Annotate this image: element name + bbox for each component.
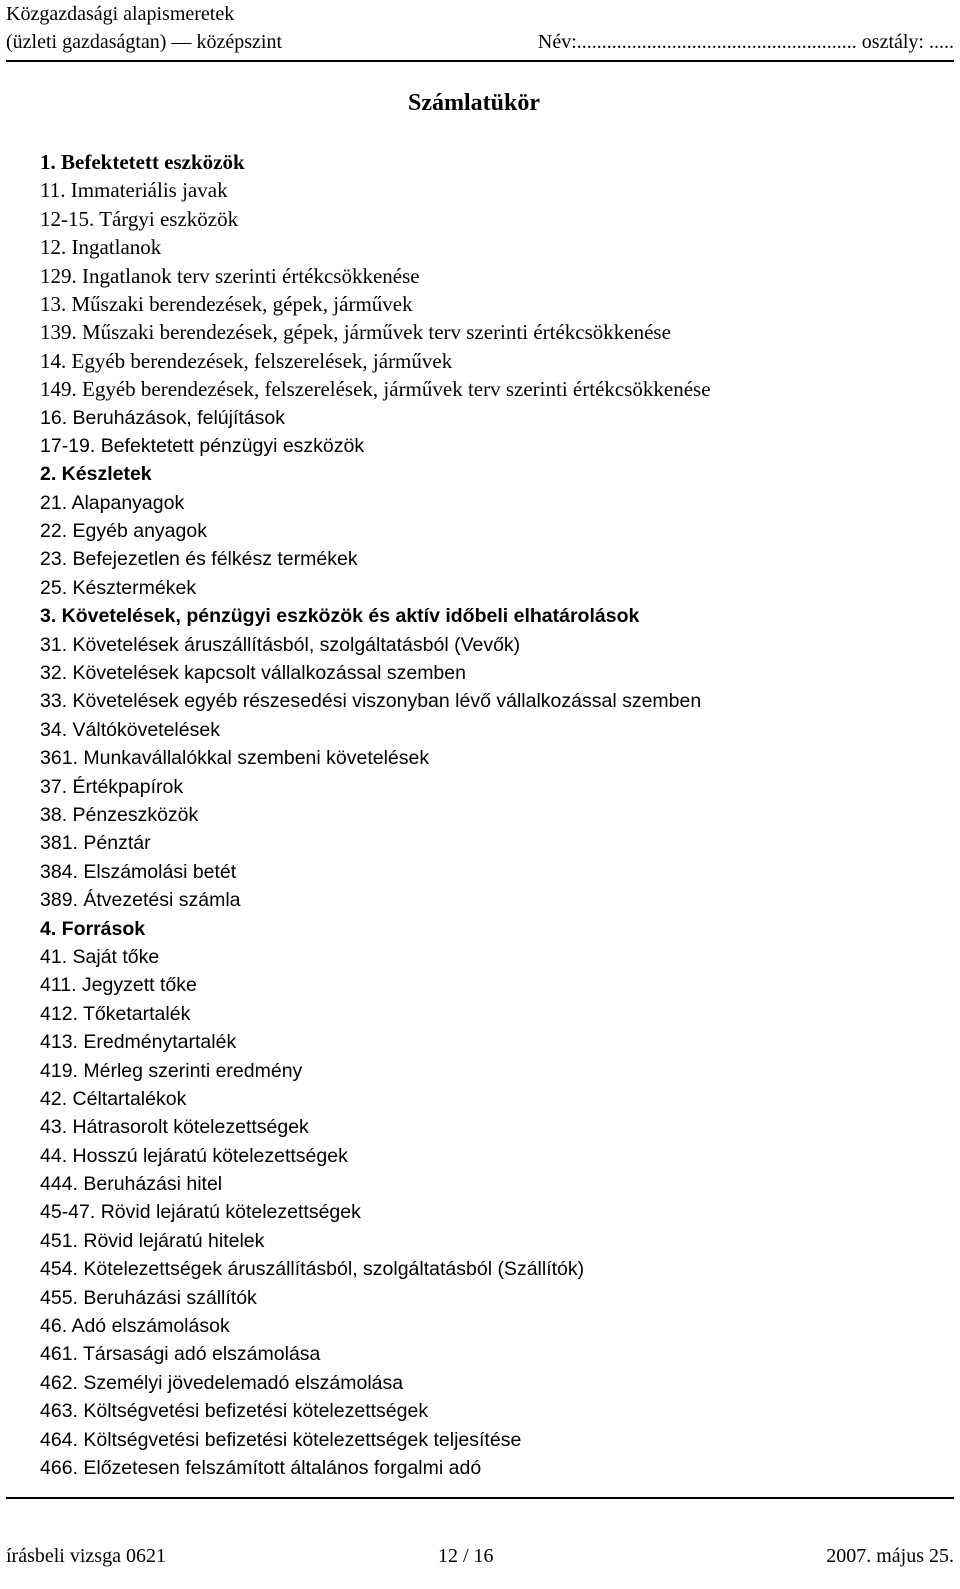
account-item: 25. Késztermékek <box>40 576 197 599</box>
account-group-heading: 3. Követelések, pénzügyi eszközök és aktív időbeli elhatárolások <box>40 605 640 628</box>
account-item: 444. Beruházási hitel <box>40 1173 223 1196</box>
footer-page-number: 12 / 16 <box>438 1545 494 1567</box>
account-item: 21. Alapanyagok <box>40 491 185 514</box>
account-item: 41. Saját tőke <box>40 945 160 968</box>
account-item: 31. Követelések áruszállításból, szolgáltatásból (Vevők) <box>40 633 521 656</box>
account-item: 461. Társasági adó elszámolása <box>40 1343 321 1366</box>
account-item: 451. Rövid lejáratú hitelek <box>40 1229 265 1252</box>
account-item: 14. Egyéb berendezések, felszerelések, járművek <box>40 348 453 373</box>
header-subject <box>6 0 282 56</box>
account-item: 16. Beruházások, felújítások <box>40 406 285 429</box>
account-item: 37. Értékpapírok <box>40 775 184 798</box>
account-item: 23. Befejezetlen és félkész termékek <box>40 548 358 571</box>
account-item: 381. Pénztár <box>40 832 151 855</box>
account-item: 32. Követelések kapcsolt vállalkozással szemben <box>40 662 466 685</box>
account-item: 464. Költségvetési befizetési kötelezettségek teljesítése <box>40 1428 522 1451</box>
account-group-heading: 1. Befektetett eszközök <box>40 150 245 174</box>
account-item: 129. Ingatlanok terv szerinti értékcsökkenése <box>40 263 420 288</box>
account-item: 46. Adó elszámolások <box>40 1315 230 1338</box>
account-item: 43. Hátrasorolt kötelezettségek <box>40 1116 309 1139</box>
account-item: 454. Kötelezettségek áruszállításból, szolgáltatásból (Szállítók) <box>40 1258 585 1281</box>
header-name-class-field: Név:........................................................ osztály: ..... <box>537 31 954 53</box>
account-item: 13. Műszaki berendezések, gépek, járművek <box>40 291 413 316</box>
header-subject-line1: Közgazdasági alapismeretek <box>6 3 235 25</box>
account-group-heading: 2. Készletek <box>40 463 152 486</box>
account-item: 11. Immateriális javak <box>40 178 228 203</box>
account-item: 361. Munkavállalókkal szembeni követelések <box>40 747 430 770</box>
account-item: 44. Hosszú lejáratú kötelezettségek <box>40 1144 348 1167</box>
account-item: 455. Beruházási szállítók <box>40 1286 257 1309</box>
account-item: 384. Elszámolási betét <box>40 860 237 883</box>
page-footer <box>6 1541 954 1571</box>
account-item: 17-19. Befektetett pénzügyi eszközök <box>40 434 365 457</box>
account-item: 419. Mérleg szerinti eredmény <box>40 1059 303 1082</box>
account-item: 38. Pénzeszközök <box>40 803 199 826</box>
account-item: 149. Egyéb berendezések, felszerelések, járművek terv szerinti értékcsökkenése <box>40 377 711 402</box>
account-item: 34. Váltókövetelések <box>40 718 220 741</box>
account-item: 12-15. Tárgyi eszközök <box>40 206 239 231</box>
footer-exam-code: írásbeli vizsga 0621 <box>6 1545 166 1567</box>
account-item: 139. Műszaki berendezések, gépek, járművek terv szerinti értékcsökkenése <box>40 320 671 345</box>
footer-date: 2007. május 25. <box>826 1545 954 1567</box>
account-item: 33. Követelések egyéb részesedési viszonyban lévő vállalkozással szemben <box>40 690 702 713</box>
account-item: 12. Ingatlanok <box>40 235 162 260</box>
account-item: 466. Előzetesen felszámított általános forgalmi adó <box>40 1456 482 1479</box>
account-group-heading: 4. Források <box>40 917 146 940</box>
account-list <box>40 148 711 1482</box>
account-item: 45-47. Rövid lejáratú kötelezettségek <box>40 1201 361 1224</box>
page-title: Számlatükör <box>408 90 540 116</box>
page-header <box>6 0 954 62</box>
account-item: 411. Jegyzett tőke <box>40 974 197 997</box>
account-item: 412. Tőketartalék <box>40 1002 191 1025</box>
footer-divider <box>6 1497 954 1499</box>
account-item: 462. Személyi jövedelemadó elszámolása <box>40 1371 404 1394</box>
account-item: 389. Átvezetési számla <box>40 889 241 912</box>
account-item: 413. Eredménytartalék <box>40 1031 237 1054</box>
account-item: 463. Költségvetési befizetési kötelezettségek <box>40 1400 429 1423</box>
header-subject-line2: (üzleti gazdaságtan) — középszint <box>6 31 282 53</box>
account-item: 22. Egyéb anyagok <box>40 520 207 543</box>
account-item: 42. Céltartalékok <box>40 1087 187 1110</box>
